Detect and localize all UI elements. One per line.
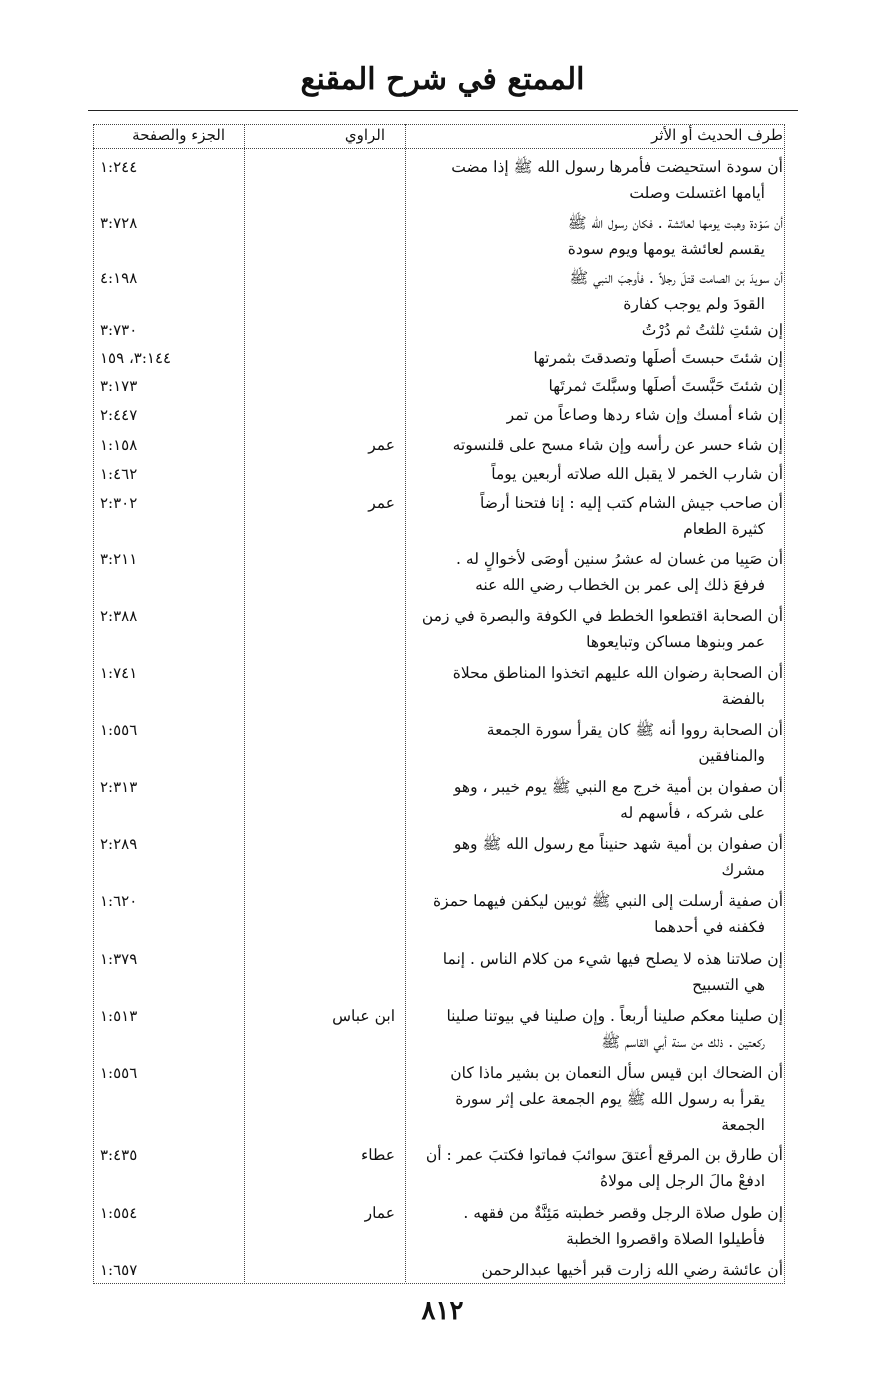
volume-page-ref: ١:٧٤١	[100, 664, 138, 682]
volume-page-ref: ١:٦٥٧	[100, 1261, 138, 1279]
hadith-continuation: ادفعْ مالَ الرجل إلى مولاهُ	[600, 1172, 765, 1190]
hadith-line: إن طول صلاة الرجل وقصر خطبته مَئِنَّةٌ من فقهه .	[463, 1204, 783, 1222]
volume-page-ref: ٢:٣١٣	[100, 778, 138, 796]
hadith-text	[405, 490, 783, 542]
hadith-text	[405, 1142, 783, 1194]
narrator: عمر	[368, 436, 395, 454]
volume-page-ref: ٣:٧٣٠	[100, 321, 138, 339]
volume-page-ref: ٢:٣٠٢	[100, 494, 138, 512]
hadith-text	[405, 1257, 783, 1283]
hadith-line: أن سودة استحيضت فأمرها رسول الله ﷺ إذا مضت	[451, 158, 783, 176]
hadith-text	[405, 154, 783, 206]
hadith-continuation: مشرك	[721, 861, 765, 879]
volume-page-ref: ١:٤٦٢	[100, 465, 138, 483]
hadith-line: أن صَبِيا من غسان له عشرُ سنين أوصَى لأخوالٍ له .	[456, 550, 783, 568]
hadith-line: أن طارق بن المرقع أعتقَ سوائبَ فماتوا فكتبَ عمر : أن	[425, 1146, 783, 1164]
hadith-continuation: القودَ ولم يوجب كفارة	[623, 295, 765, 313]
hadith-text	[405, 402, 783, 428]
volume-page-ref: ٣:٧٢٨	[100, 214, 138, 232]
title-divider	[88, 110, 798, 111]
hadith-line: أن الصحابة رووا أنه ﷺ كان يقرأ سورة الجمعة	[486, 721, 783, 739]
hadith-text	[405, 831, 783, 883]
volume-page-ref: ٣:٤٣٥	[100, 1146, 138, 1164]
page-title: الممتع في شرح المقنع	[300, 62, 585, 97]
hadith-continuation: والمنافقين	[698, 747, 765, 765]
hadith-continuation: الجمعة	[721, 1116, 765, 1134]
hadith-text	[405, 317, 783, 343]
volume-page-ref: ١:٣٧٩	[100, 950, 138, 968]
hadith-continuation: كثيرة الطعام	[683, 520, 765, 538]
hadith-text	[405, 432, 783, 458]
volume-page-ref: ٢:٣٨٨	[100, 607, 138, 625]
hadith-line: إن شاء حسر عن رأسه وإن شاء مسح على قلنسوته	[452, 436, 783, 454]
hadith-continuation: فكفنه في أحدهما	[654, 918, 765, 936]
hadith-text	[405, 888, 783, 940]
hadith-text	[405, 603, 783, 655]
hadith-continuation: يقسم لعائشة يومها ويوم سودة	[567, 240, 765, 258]
column-header-text: طرف الحديث أو الأثر	[651, 126, 783, 144]
narrator: عطاء	[361, 1146, 395, 1164]
hadith-line: أن الضحاك ابن قيس سأل النعمان بن بشير ماذا كان	[450, 1064, 783, 1082]
volume-page-ref: ٢:٢٨٩	[100, 835, 138, 853]
hadith-line: أن صفوان بن أمية شهد حنيناً مع رسول الله ﷺ وهو	[453, 835, 783, 853]
hadith-line: أن صفوان بن أمية خرج مع النبي ﷺ يوم خيبر ، وهو	[453, 778, 783, 796]
hadith-continuation: على شركه ، فأسهم له	[620, 804, 765, 822]
hadith-line: إن شاء أمسك وإن شاء ردها وصاعاً من تمر	[506, 406, 783, 424]
hadith-text	[405, 1200, 783, 1252]
hadith-line: إن شئتِ ثلثتُ ثم دُرْتُ	[641, 321, 783, 339]
hadith-continuation: عمر وبنوها مساكن وتبايعوها	[586, 633, 765, 651]
volume-page-ref: ١:٦٢٠	[100, 892, 138, 910]
volume-page-ref: ٣:٢١١	[100, 550, 138, 568]
hadith-text	[405, 717, 783, 769]
hadith-line: أن صفية أرسلت إلى النبي ﷺ ثوبين ليكفن فيهما حمزة	[433, 892, 783, 910]
hadith-line: أن الصحابة رضوان الله عليهم اتخذوا المناطق محلاة	[452, 664, 783, 682]
header-divider	[93, 148, 783, 149]
column-divider-ref	[244, 124, 245, 1282]
column-header-ref: الجزء والصفحة	[132, 126, 225, 144]
narrator: عمر	[368, 494, 395, 512]
hadith-text	[405, 373, 783, 399]
hadith-text	[405, 345, 783, 371]
hadith-continuation: فأطيلوا الصلاة واقصروا الخطبة	[566, 1230, 765, 1248]
hadith-line: أن عائشة رضي الله زارت قبر أخيها عبدالرحمن	[481, 1261, 783, 1279]
volume-page-ref: ٣:١٤٤، ١٥٩	[100, 349, 172, 367]
hadith-line: أن الصحابة اقتطعوا الخطط في الكوفة والبصرة في زمن	[421, 607, 783, 625]
hadith-line: إن شئتَ حَبَّستَ أصلَها وسبَّلتَ ثمرتَها	[548, 377, 783, 395]
hadith-continuation: أيامها اغتسلت وصلت	[629, 184, 765, 202]
hadith-text	[405, 660, 783, 712]
hadith-continuation: هي التسبيح	[692, 976, 765, 994]
volume-page-ref: ١:٢٤٤	[100, 158, 138, 176]
hadith-text	[405, 774, 783, 826]
volume-page-ref: ٤:١٩٨	[100, 269, 138, 287]
hadith-line: أن سويدَ بن الصامت قتلَ رجلاً . فأوجبَ النبي ﷺ	[569, 269, 783, 287]
volume-page-ref: ٢:٤٤٧	[100, 406, 138, 424]
narrator: ابن عباس	[332, 1007, 395, 1025]
volume-page-ref: ١:٥١٣	[100, 1007, 138, 1025]
narrator: عمار	[364, 1204, 395, 1222]
hadith-text	[405, 1060, 783, 1138]
hadith-text	[405, 210, 783, 262]
hadith-line: إن صلاتنا هذه لا يصلح فيها شيء من كلام الناس . إنما	[442, 950, 783, 968]
hadith-continuation: يقرأ به رسول الله ﷺ يوم الجمعة على إثر سورة	[455, 1090, 765, 1108]
volume-page-ref: ١:٥٥٦	[100, 721, 138, 739]
volume-page-ref: ١:٥٥٦	[100, 1064, 138, 1082]
hadith-text	[405, 461, 783, 487]
hadith-line: إن شئتَ حبستَ أصلَها وتصدقتَ بثمرتها	[533, 349, 783, 367]
volume-page-ref: ٣:١٧٣	[100, 377, 138, 395]
hadith-line: أن سَوْدة وهبت يومها لعائشة . فكان رسول الله ﷺ	[567, 214, 783, 232]
column-header-narrator: الراوي	[344, 126, 385, 144]
volume-page-ref: ١:١٥٨	[100, 436, 138, 454]
hadith-line: أن شارب الخمر لا يقبل الله صلاته أربعين يوماً	[491, 465, 783, 483]
volume-page-ref: ١:٥٥٤	[100, 1204, 138, 1222]
hadith-continuation: بالفضة	[721, 690, 765, 708]
hadith-continuation: فرفعَ ذلك إلى عمر بن الخطاب رضي الله عنه	[475, 576, 765, 594]
hadith-text	[405, 946, 783, 998]
hadith-continuation: ركعتين . ذلك من سنة أبي القاسم ﷺ	[601, 1033, 765, 1051]
hadith-line: إن صلينا معكم صلينا أربعاً . وإن صلينا في بيوتنا صلينا	[446, 1007, 783, 1025]
hadith-text	[405, 546, 783, 598]
hadith-text	[405, 1003, 783, 1055]
hadith-text	[405, 265, 783, 317]
page-number: ٨١٢	[421, 1296, 464, 1326]
hadith-line: أن صاحب جيش الشام كتب إليه : إنا فتحنا أرضاً	[480, 494, 783, 512]
